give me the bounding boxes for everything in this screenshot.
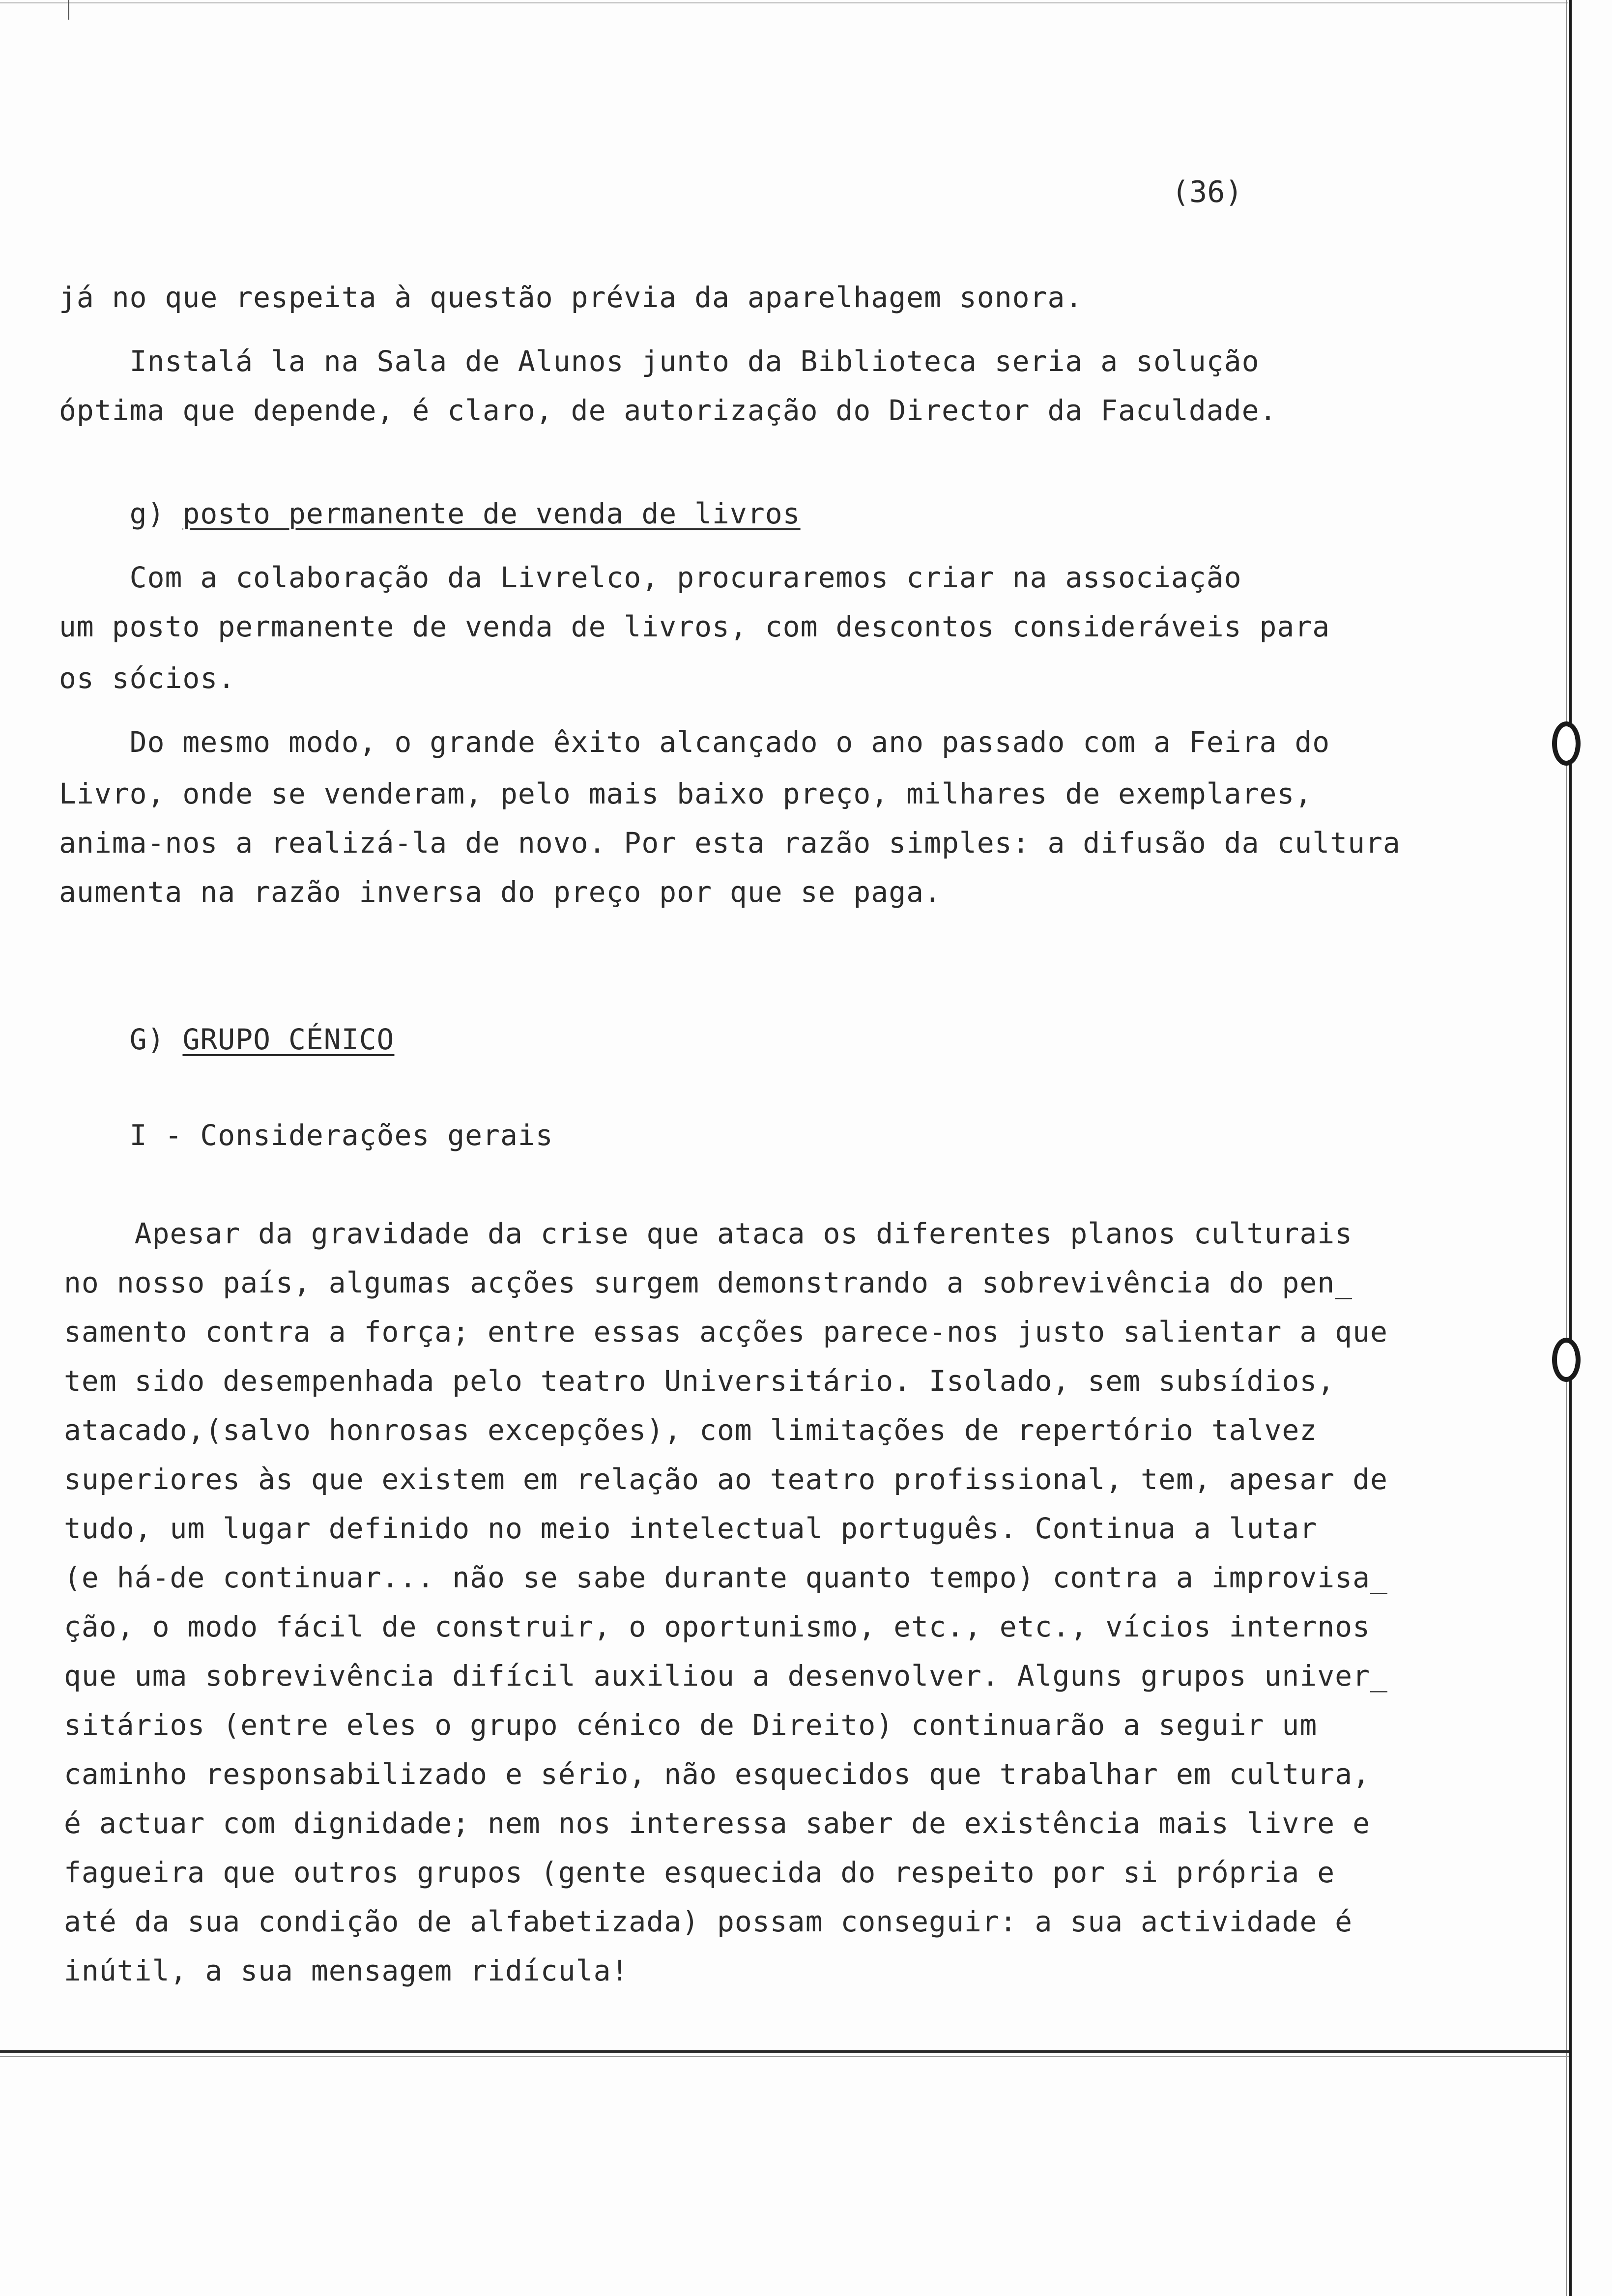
subsection-heading: I - Considerações gerais (59, 1119, 553, 1152)
text-line: já no que respeita à questão prévia da aparelhagem sonora. (59, 281, 1083, 314)
text-line: aumenta na razão inversa do preço por que se paga. (59, 875, 942, 909)
text-line: é actuar com dignidade; nem nos interessa saber de existência mais livre e (64, 1807, 1371, 1840)
heading-prefix: g) (59, 497, 183, 530)
scan-bottom-rule (0, 2050, 1569, 2053)
text-line: até da sua condição de alfabetizada) possam conseguir: a sua actividade é (64, 1905, 1353, 1938)
heading-title: posto permanente de venda de livros (182, 497, 801, 530)
text-line: que uma sobrevivência difícil auxiliou a desenvolver. Alguns grupos univer_ (64, 1659, 1388, 1693)
text-line: um posto permanente de venda de livros, com descontos consideráveis para (59, 610, 1330, 643)
text-line: Do mesmo modo, o grande êxito alcançado o ano passado com a Feira do (59, 725, 1330, 759)
scan-right-edge-shadow (1566, 0, 1567, 2296)
text-line: Com a colaboração da Livrelco, procuraremos criar na associação (59, 561, 1242, 594)
text-line: tem sido desempenhada pelo teatro Universitário. Isolado, sem subsídios, (64, 1364, 1335, 1398)
text-line: sitários (entre eles o grupo cénico de Direito) continuarão a seguir um (64, 1708, 1318, 1742)
text-line: atacado,(salvo honrosas excepções), com limitações de repertório talvez (64, 1413, 1318, 1447)
page-number: (36) (1172, 175, 1243, 209)
text-line: (e há-de continuar... não se sabe durante quanto tempo) contra a improvisa_ (64, 1561, 1388, 1594)
heading-title: GRUPO CÉNICO (182, 1023, 395, 1056)
scan-bottom-rule-shadow (0, 2056, 1569, 2057)
text-line: superiores às que existem em relação ao teatro profissional, tem, apesar de (64, 1463, 1388, 1496)
text-line: Apesar da gravidade da crise que ataca os diferentes planos culturais (64, 1217, 1353, 1250)
heading-prefix: G) (59, 1023, 183, 1056)
punch-hole-upper (1552, 721, 1581, 766)
text-line: anima-nos a realizá-la de novo. Por esta razão simples: a difusão da cultura (59, 826, 1401, 860)
text-line: ção, o modo fácil de construir, o oportunismo, etc., etc., vícios internos (64, 1610, 1371, 1643)
text-line: samento contra a força; entre essas acções parece-nos justo salientar a que (64, 1315, 1388, 1349)
text-line: Livro, onde se venderam, pelo mais baixo preço, milhares de exemplares, (59, 777, 1313, 810)
section-heading-G (59, 1022, 394, 1057)
scan-top-mark (68, 0, 69, 20)
punch-hole-lower (1552, 1338, 1581, 1382)
text-line: Instalá la na Sala de Alunos junto da Biblioteca seria a solução (59, 344, 1260, 378)
scan-right-edge (1569, 0, 1572, 2296)
text-line: inútil, a sua mensagem ridícula! (64, 1954, 629, 1987)
text-line: tudo, um lugar definido no meio intelectual português. Continua a lutar (64, 1512, 1318, 1545)
section-heading-g (59, 496, 801, 531)
text-line: óptima que depende, é claro, de autorização do Director da Faculdade. (59, 394, 1277, 427)
text-line: os sócios. (59, 661, 236, 695)
text-line: no nosso país, algumas acções surgem demonstrando a sobrevivência do pen_ (64, 1266, 1353, 1299)
scan-top-edge (0, 2, 1568, 3)
text-line: fagueira que outros grupos (gente esquecida do respeito por si própria e (64, 1856, 1335, 1889)
text-line: caminho responsabilizado e sério, não esquecidos que trabalhar em cultura, (64, 1757, 1371, 1791)
